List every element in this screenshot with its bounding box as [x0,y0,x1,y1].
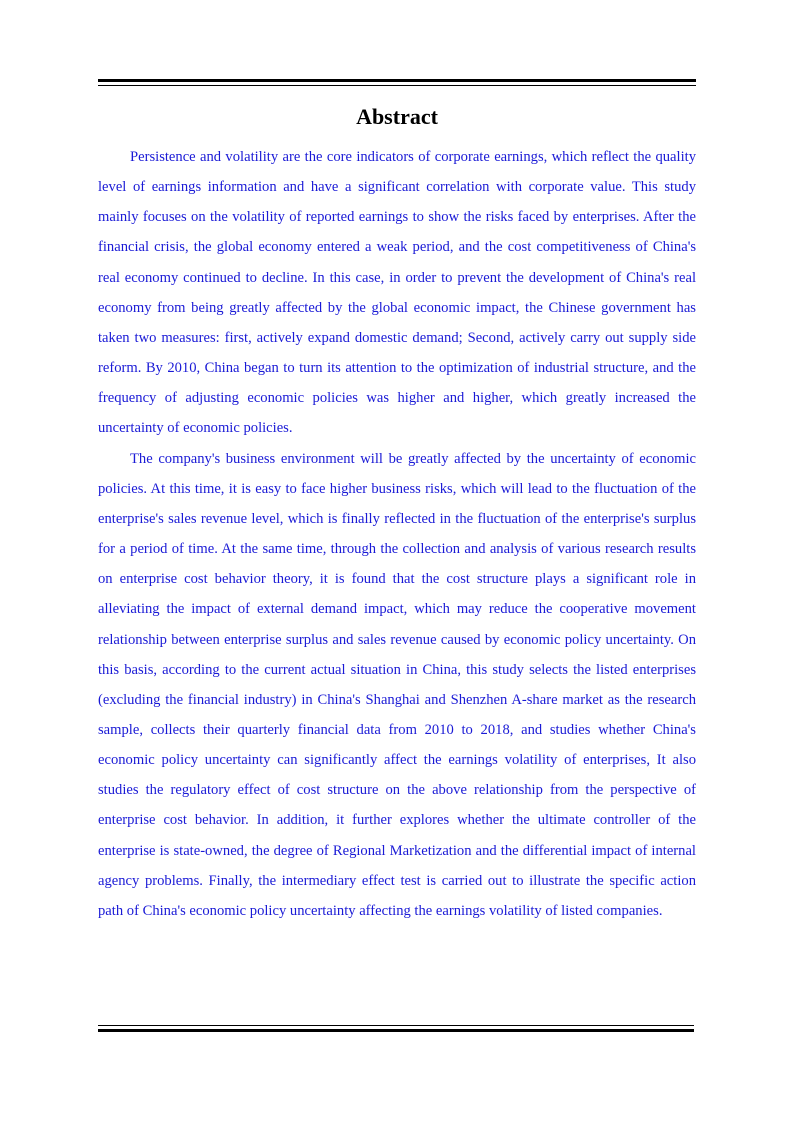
page-title: Abstract [356,104,438,129]
paragraph-2: The company's business environment will be greatly affected by the uncertainty of economic policies. At this time, it is easy to face higher business risks, which will lead to the fluctuation of the enterprise's sales revenue level, which is finally reflected in the fluctuation of the enterprise's surplus for a period of time. At the same time, through the collection and analysis of various research results on enterprise cost behavior theory, it is found that the cost structure plays a significant role in alleviating the impact of external demand impact, which may reduce the cooperative movement relationship between enterprise surplus and sales revenue caused by economic policy uncertainty. On this basis, according to the current actual situation in China, this study selects the listed enterprises (excluding the financial industry) in China's Shanghai and Shenzhen A-share market as the research sample, collects their quarterly financial data from 2010 to 2018, and studies whether China's economic policy uncertainty can significantly affect the earnings volatility of enterprises, It also studies the regulatory effect of cost structure on the above relationship from the perspective of enterprise cost behavior. In addition, it further explores whether the ultimate controller of the enterprise is state-owned, the degree of Regional Marketization and the differential impact of internal agency problems. Finally, the intermediary effect test is carried out to illustrate the specific action path of China's economic policy uncertainty affecting the earnings volatility of listed companies. [98,450,696,919]
paragraph-1: Persistence and volatility are the core indicators of corporate earnings, which reflect the quality level of earnings information and have a significant correlation with corporate value. This study mainly focuses on the volatility of reported earnings to show the risks faced by enterprises. After the financial crisis, the global economy entered a weak period, and the cost competitiveness of China's real economy continued to decline. In this case, in order to prevent the development of China's real economy from being greatly affected by the global economic impact, the Chinese government has taken two measures: first, actively expand domestic demand; Second, actively carry out supply side reform. By 2010, China began to turn its attention to the optimization of industrial structure, and the frequency of adjusting economic policies was higher and higher, which greatly increased the uncertainty of economic policies. [98,149,696,437]
header-rule [98,79,696,86]
abstract-body [98,142,696,926]
footer-rule [98,1025,694,1032]
